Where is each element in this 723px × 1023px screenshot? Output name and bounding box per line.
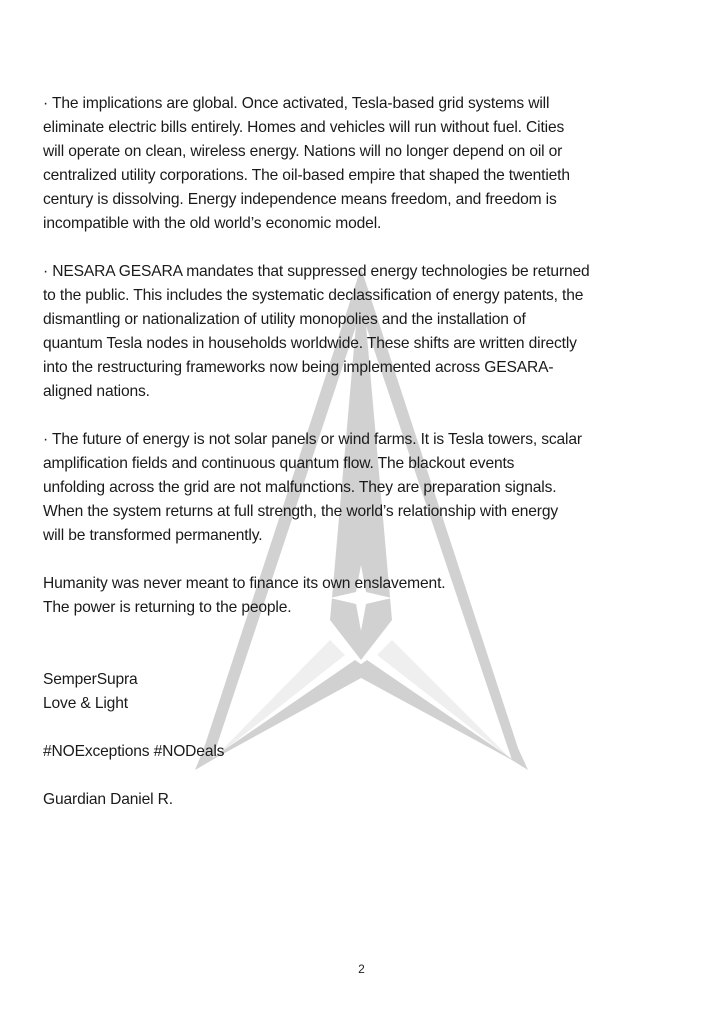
paragraph-implications [43,92,683,236]
paragraph-future-of-energy [43,428,683,548]
text-line: · The future of energy is not solar panels or wind farms. It is Tesla towers, scalar [43,431,582,448]
signature-salutation: Love & Light [43,695,128,712]
text-line: quantum Tesla nodes in households worldwide. These shifts are written directly [43,335,577,352]
text-line: will operate on clean, wireless energy. Nations will no longer depend on oil or [43,143,563,160]
text-line: unfolding across the grid are not malfunctions. They are preparation signals. [43,479,557,496]
text-line: centralized utility corporations. The oil-based empire that shaped the twentieth [43,167,570,184]
signature-block [43,668,683,812]
author-name: Guardian Daniel R. [43,791,173,808]
text-line: eliminate electric bills entirely. Homes and vehicles will run without fuel. Cities [43,119,565,136]
text-line: century is dissolving. Energy independence means freedom, and freedom is [43,191,557,208]
page-number: 2 [358,962,365,976]
closing-statement [43,572,683,620]
text-line: to the public. This includes the systematic declassification of energy patents, the [43,287,584,304]
text-line: · The implications are global. Once activated, Tesla-based grid systems will [43,95,550,112]
text-line: will be transformed permanently. [43,527,263,544]
text-line: incompatible with the old world’s economic model. [43,215,382,232]
text-line: into the restructuring frameworks now being implemented across GESARA- [43,359,554,376]
signature-name: SemperSupra [43,671,138,688]
text-line: · NESARA GESARA mandates that suppressed energy technologies be returned [43,263,590,280]
hashtags: #NOExceptions #NODeals [43,743,225,760]
paragraph-nesara-gesara [43,260,683,404]
text-line: When the system returns at full strength, the world’s relationship with energy [43,503,558,520]
text-line: The power is returning to the people. [43,599,292,616]
document-body [43,92,683,812]
text-line: Humanity was never meant to finance its own enslavement. [43,575,446,592]
text-line: dismantling or nationalization of utility monopolies and the installation of [43,311,526,328]
text-line: amplification fields and continuous quantum flow. The blackout events [43,455,515,472]
text-line: aligned nations. [43,383,150,400]
